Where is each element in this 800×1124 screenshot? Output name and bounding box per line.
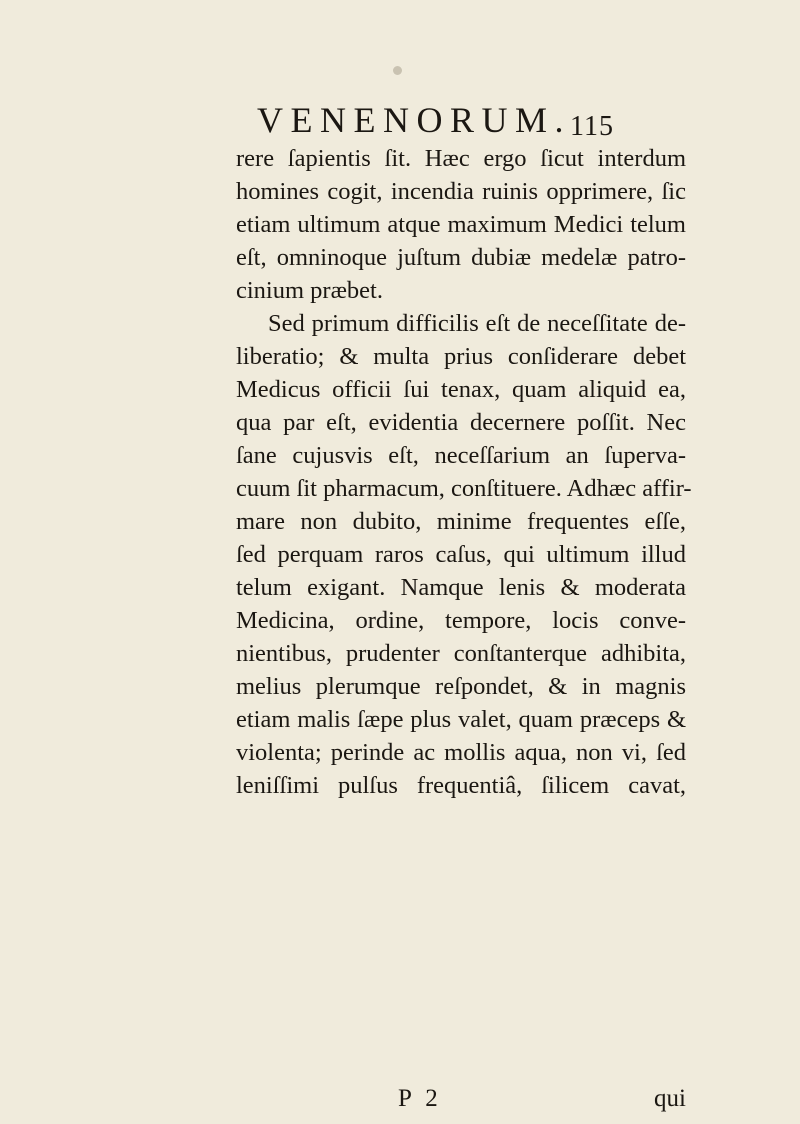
text-line: cinium præbet. xyxy=(236,277,383,304)
text-line: etiam malis ſæpe plus valet, quam præceps & xyxy=(236,706,686,733)
text-line: eſt, omninoque juſtum dubiæ medelæ patro- xyxy=(236,244,686,271)
text-line: ſane cujusvis eſt, neceſſarium an ſuperva- xyxy=(236,442,686,469)
text-line: melius plerumque reſpondet, & in magnis xyxy=(236,673,686,700)
page-number: 115 xyxy=(570,111,614,142)
paragraph-start-line: Sed primum difficilis eſt de neceſſitate de- xyxy=(268,310,686,337)
text-line: Medicina, ordine, tempore, locis conve- xyxy=(236,607,686,634)
page-header xyxy=(200,98,700,142)
text-line: rere ſapientis ſit. Hæc ergo ſicut interdum xyxy=(236,145,686,172)
page-footer xyxy=(236,1081,686,1117)
text-line: nientibus, prudenter conſtanterque adhibita, xyxy=(236,640,686,667)
catchword: qui xyxy=(654,1085,686,1112)
text-line: homines cogit, incendia ruinis opprimere, ſic xyxy=(236,178,686,205)
text-line: ſed perquam raros caſus, qui ultimum illud xyxy=(236,541,686,568)
printer-dot-ornament xyxy=(393,66,402,75)
signature-mark: P 2 xyxy=(398,1085,442,1112)
text-line: Medicus officii ſui tenax, quam aliquid ea, xyxy=(236,376,686,403)
text-line: violenta; perinde ac mollis aqua, non vi, ſed xyxy=(236,739,686,766)
text-line: qua par eſt, evidentia decernere poſſit. Nec xyxy=(236,409,686,436)
text-line: telum exigant. Namque lenis & moderata xyxy=(236,574,686,601)
text-line: liberatio; & multa prius conſiderare debet xyxy=(236,343,686,370)
text-line: leniſſimi pulſus frequentiâ, ſilicem cavat, xyxy=(236,772,686,799)
text-line: cuum ſit pharmacum, conſtituere. Adhæc affir- xyxy=(236,475,692,502)
text-line: etiam ultimum atque maximum Medici telum xyxy=(236,211,686,238)
text-line: mare non dubito, minime frequentes eſſe, xyxy=(236,508,686,535)
body-text xyxy=(236,142,692,802)
running-head: VENENORUM. xyxy=(257,100,571,140)
